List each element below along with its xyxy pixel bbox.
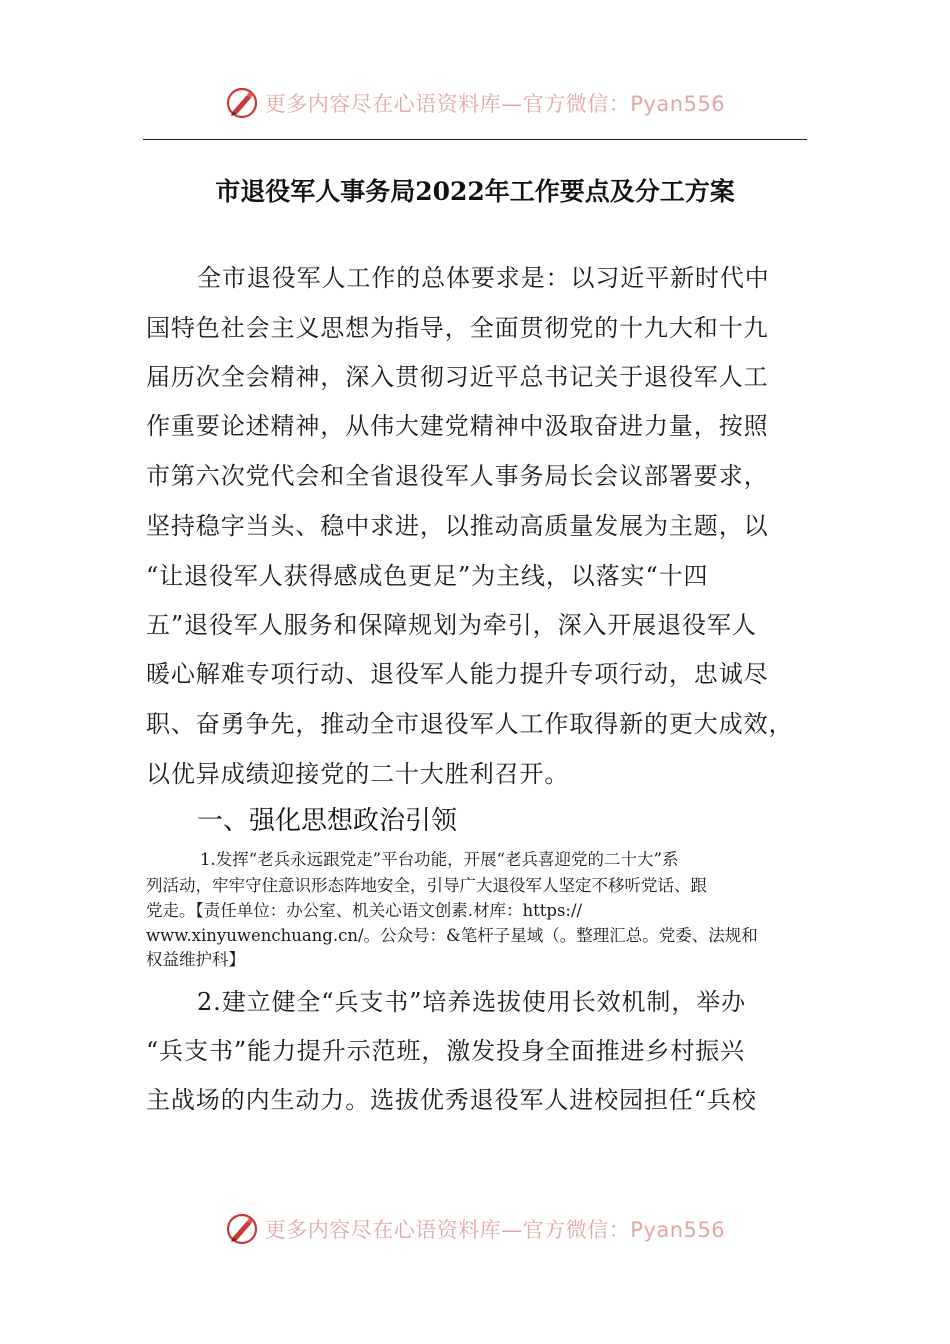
item1-line: 权益维护科】 bbox=[146, 950, 245, 969]
intro-line: 职、奋勇争先，推动全市退役军人工作取得新的更大成效， bbox=[146, 710, 794, 738]
intro-line: 作重要论述精神，从伟大建党精神中汲取奋进力量，按照 bbox=[146, 412, 769, 440]
intro-line: 坚持稳字当头、稳中求进，以推动高质量发展为主题，以 bbox=[146, 512, 769, 540]
item1-line: 列活动，牢牢守住意识形态阵地安全，引导广大退役军人坚定不移听党话、跟 bbox=[146, 876, 707, 895]
pen-logo-icon bbox=[225, 1212, 259, 1246]
intro-line: 全市退役军人工作的总体要求是：以习近平新时代中 bbox=[197, 264, 770, 292]
watermark-text: 更多内容尽在心语资料库—官方微信：Pyan556 bbox=[264, 92, 726, 116]
header-divider bbox=[143, 139, 807, 140]
intro-line: 以优异成绩迎接党的二十大胜利召开。 bbox=[146, 760, 570, 788]
item1-line: 1.发挥“老兵永远跟党走”平台功能，开展“老兵喜迎党的二十大”系 bbox=[200, 850, 679, 869]
header-watermark bbox=[0, 78, 950, 128]
intro-line: 届历次全会精神，深入贯彻习近平总书记关于退役军人工 bbox=[146, 363, 769, 391]
intro-line: 市第六次党代会和全省退役军人事务局长会议部署要求， bbox=[146, 462, 769, 490]
document-title: 市退役军人事务局2022年工作要点及分工方案 bbox=[215, 177, 735, 206]
item2-line: “兵支书”能力提升示范班，激发投身全面推进乡村振兴 bbox=[146, 1037, 746, 1065]
item1-line: www.xinyuwenchuang.cn/。公众号：&笔杆子星域（。整理汇总。党委、法规和 bbox=[146, 926, 758, 945]
section-heading: 一、强化思想政治引领 bbox=[197, 806, 458, 836]
item2-line: 2.建立健全“兵支书”培养选拔使用长效机制，举办 bbox=[197, 988, 747, 1016]
item1-line: 党走。【责任单位：办公室、机关心语文创素.材库：https:// bbox=[146, 901, 583, 920]
watermark-text: 更多内容尽在心语资料库—官方微信：Pyan556 bbox=[264, 1218, 726, 1242]
intro-line: 暖心解难专项行动、退役军人能力提升专项行动，忠诚尽 bbox=[146, 660, 769, 688]
intro-line: “让退役军人获得感成色更足”为主线，以落实“十四 bbox=[146, 562, 709, 590]
intro-line: 五”退役军人服务和保障规划为牵引，深入开展退役军人 bbox=[146, 611, 757, 639]
pen-logo-icon bbox=[225, 86, 259, 120]
footer-watermark bbox=[0, 1204, 950, 1254]
intro-line: 国特色社会主义思想为指导，全面贯彻党的十九大和十九 bbox=[146, 314, 769, 342]
item2-line: 主战场的内生动力。选拔优秀退役军人进校园担任“兵校 bbox=[146, 1086, 757, 1114]
